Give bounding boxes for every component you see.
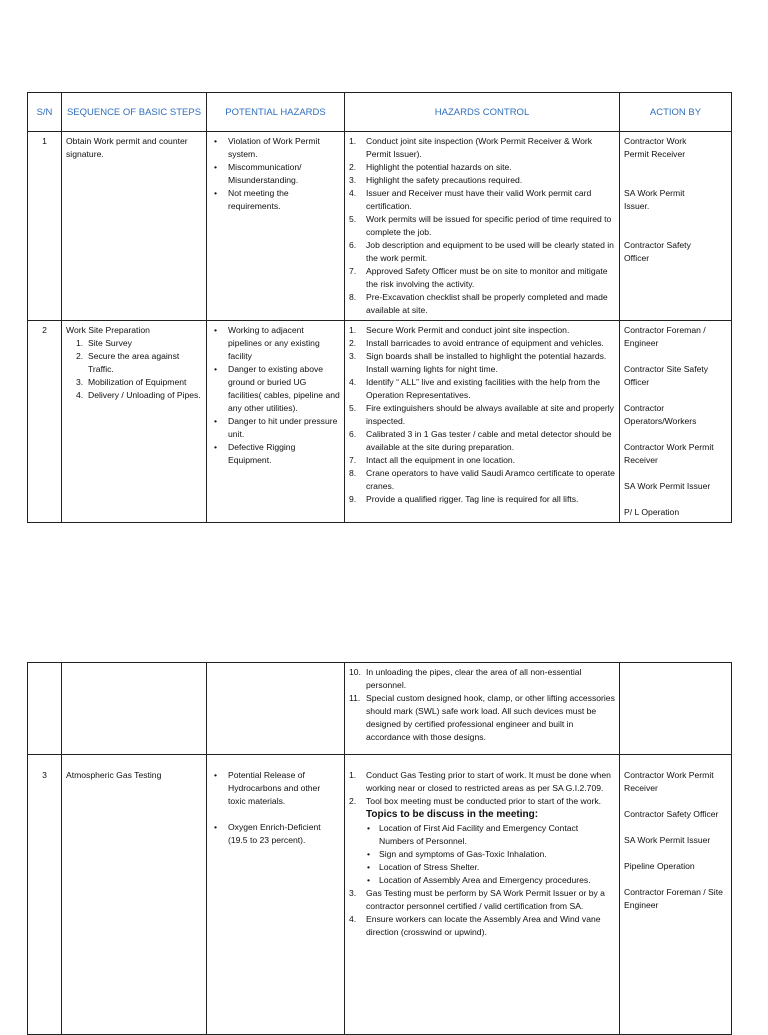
action-item: Contractor Foreman / Site Engineer [624,887,723,910]
row-hazards [207,755,345,1035]
row-controls [345,321,620,523]
row-sn [28,663,62,755]
topic-item: • Sign and symptoms of Gas-Toxic Inhalation. [367,848,615,861]
row-step: Atmospheric Gas Testing [62,755,207,1035]
topic-item: • Location of Stress Shelter. [367,861,615,874]
row-sn: 2 [28,321,62,523]
control-item: 2. Install barricades to avoid entrance of equipment and vehicles. [349,338,604,348]
topic-item: • Location of First Aid Facility and Emergency Contact Numbers of Personnel. [367,822,615,848]
action-item: Pipeline Operation [624,861,695,871]
action-item: Contractor Work Permit Receiver [624,770,714,793]
substep-item: 1. Site Survey [76,338,132,348]
substep-item: 2. Secure the area against Traffic. [76,351,180,374]
action-item: SA Work Permit Issuer. [624,188,685,211]
row-step [62,321,207,523]
step-title: Work Site Preparation [66,325,150,335]
hazard-item: • Danger to hit under pressure unit. [211,415,340,441]
control-item: 4. Issuer and Receiver must have their valid Work permit card certification. [349,188,592,211]
control-item: 6. Job description and equipment to be used will be clearly stated in the work permit. [349,240,614,263]
jsa-table-page-2 [27,662,732,1035]
control-item: 4. Identify “ ALL” live and existing facilities with the help from the Operation Representatives. [349,377,601,400]
row-actions [620,132,732,321]
control-item: 7. Intact all the equipment in one location. [349,455,516,465]
row-actions [620,663,732,755]
row-controls [345,663,620,755]
action-item: P/ L Operation [624,507,680,517]
row-controls [345,132,620,321]
hazard-item: • Miscommunication/ Misunderstanding. [211,161,340,187]
topic-item: • Location of Assembly Area and Emergency procedures. [367,874,615,887]
action-item: Contractor Operators/Workers [624,403,697,426]
hazard-item: • Working to adjacent pipelines or any existing facility [211,324,340,363]
table-row [28,132,732,321]
control-item: 8. Crane operators to have valid Saudi Aramco certificate to operate cranes. [349,468,615,491]
control-item: 7. Approved Safety Officer must be on site to monitor and mitigate the risk involving the activity. [349,266,608,289]
control-item: 1. Conduct Gas Testing prior to start of work. It must be done when working near or closed to restricted areas as per SA G.I.2.709. [349,770,611,793]
control-item: 8. Pre-Excavation checklist shall be properly completed and made available at site. [349,292,608,315]
table-header-row [28,93,732,132]
action-item: Contractor Work Permit Receiver [624,136,687,159]
action-item: SA Work Permit Issuer [624,835,711,845]
header-sn: S/N [28,93,62,132]
action-item: Contractor Site Safety Officer [624,364,709,387]
header-steps: SEQUENCE OF BASIC STEPS [62,93,207,132]
control-item: 1. Conduct joint site inspection (Work Permit Receiver & Work Permit Issuer). [349,136,593,159]
hazard-item: • Potential Release of Hydrocarbons and other toxic materials. [211,769,340,808]
control-item: 4. Ensure workers can locate the Assembly Area and Wind vane direction (crosswind or upwind). [349,914,601,937]
control-item: 11. Special custom designed hook, clamp, or other lifting accessories should mark (SWL) safe work load. All such devices must be designed by certified professional engineer and built in accordance with those designs. [349,693,615,742]
control-item: 1. Secure Work Permit and conduct joint site inspection. [349,325,570,335]
action-item: SA Work Permit Issuer [624,481,711,491]
control-item: 2. Tool box meeting must be conducted prior to start of the work. [349,796,602,806]
control-item: 5. Work permits will be issued for specific period of time required to complete the job. [349,214,612,237]
jsa-table-page-1 [27,92,732,523]
control-item: 10. In unloading the pipes, clear the area of all non-essential personnel. [349,667,582,690]
control-item: 3. Highlight the safety precautions required. [349,175,523,185]
row-actions [620,755,732,1035]
header-hazards: POTENTIAL HAZARDS [207,93,345,132]
row-hazards [207,663,345,755]
hazard-item: • Defective Rigging Equipment. [211,441,340,467]
topics-title: Topics to be discuss in the meeting: [366,809,539,820]
header-action: ACTION BY [620,93,732,132]
row-sn: 3 [28,755,62,1035]
substep-item: 4. Delivery / Unloading of Pipes. [76,390,201,400]
hazard-item: • Not meeting the requirements. [211,187,340,213]
row-step [62,663,207,755]
control-item: 9. Provide a qualified rigger. Tag line is required for all lifts. [349,494,579,504]
hazard-item: • Violation of Work Permit system. [211,135,340,161]
header-control: HAZARDS CONTROL [345,93,620,132]
control-item: 3. Gas Testing must be perform by SA Work Permit Issuer or by a contractor personnel certified / valid certification from SA. [349,888,605,911]
hazard-item: • Oxygen Enrich-Deficient (19.5 to 23 percent). [211,821,340,847]
row-controls [345,755,620,1035]
table-row [28,663,732,755]
hazard-item: • Danger to existing above ground or buried UG facilities( cables, pipeline and any other utilities). [211,363,340,415]
row-sn: 1 [28,132,62,321]
action-item: Contractor Foreman / Engineer [624,325,706,348]
row-actions [620,321,732,523]
action-item: Contractor Safety Officer [624,809,719,819]
control-item: 2. Highlight the potential hazards on site. [349,162,512,172]
control-item: 6. Calibrated 3 in 1 Gas tester / cable and metal detector should be available at the site during preparation. [349,429,612,452]
action-item: Contractor Work Permit Receiver [624,442,714,465]
table-row [28,321,732,523]
row-step: Obtain Work permit and counter signature. [62,132,207,321]
action-item: Contractor Safety Officer [624,240,691,263]
row-hazards [207,321,345,523]
table-row [28,755,732,1035]
control-item: 3. Sign boards shall be installed to highlight the potential hazards. Install warning lights for night time. [349,351,607,374]
row-hazards [207,132,345,321]
substep-item: 3. Mobilization of Equipment [76,377,187,387]
control-item: 5. Fire extinguishers should be always available at site and properly inspected. [349,403,614,426]
